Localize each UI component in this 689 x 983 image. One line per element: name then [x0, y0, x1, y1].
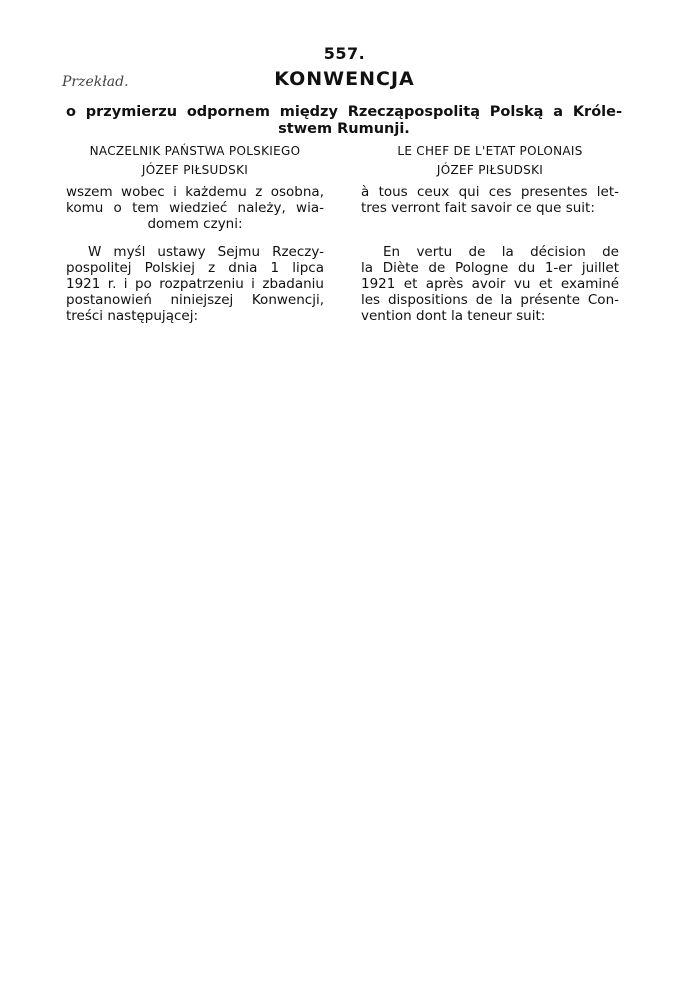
- margin-note: Przekład.: [62, 74, 129, 90]
- text-line: pospolitej Polskiej z dnia 1 lipca: [66, 260, 324, 276]
- french-column: [361, 142, 619, 324]
- text-line: komu o tem wiedzieć należy, wia-: [66, 200, 324, 216]
- text-line: tres verront fait savoir ce que suit:: [361, 200, 595, 216]
- text-line: domem czyni:: [147, 216, 243, 232]
- document-subtitle: [66, 104, 622, 138]
- subtitle-line-1: o przymierzu odpornem między Rzecząpospolitą Polską a Króle-: [66, 104, 622, 120]
- french-paragraph-2: [361, 244, 619, 324]
- text-line: postanowień niniejszej Konwencji,: [66, 292, 324, 308]
- polish-column: [66, 142, 324, 324]
- page-number: 557.: [323, 44, 366, 63]
- text-line: la Diète de Pologne du 1-er juillet: [361, 260, 619, 276]
- subtitle-line-2: stwem Rumunji.: [278, 121, 410, 137]
- polish-paragraph-1: [66, 184, 324, 232]
- text-line: 1921 r. i po rozpatrzeniu i zbadaniu: [66, 276, 324, 292]
- text-line: à tous ceux qui ces presentes let-: [361, 184, 619, 200]
- french-paragraph-1: [361, 184, 619, 216]
- polish-heading-1: NACZELNIK PAŃSTWA POLSKIEGO: [89, 144, 301, 158]
- text-line: W myśl ustawy Sejmu Rzeczy-: [88, 244, 324, 260]
- french-heading-2: JÓZEF PIŁSUDSKI: [436, 163, 544, 177]
- french-heading-1: LE CHEF DE L'ETAT POLONAIS: [397, 144, 583, 158]
- polish-paragraph-2: [66, 244, 324, 324]
- text-line: vention dont la teneur suit:: [361, 308, 546, 324]
- document-title: KONWENCJA: [274, 68, 415, 90]
- text-line: wszem wobec i każdemu z osobna,: [66, 184, 324, 200]
- text-line: En vertu de la décision de: [383, 244, 619, 260]
- text-line: treści następującej:: [66, 308, 198, 324]
- text-line: 1921 et après avoir vu et examiné: [361, 276, 619, 292]
- polish-heading-2: JÓZEF PIŁSUDSKI: [141, 163, 249, 177]
- text-line: les dispositions de la présente Con-: [361, 292, 619, 308]
